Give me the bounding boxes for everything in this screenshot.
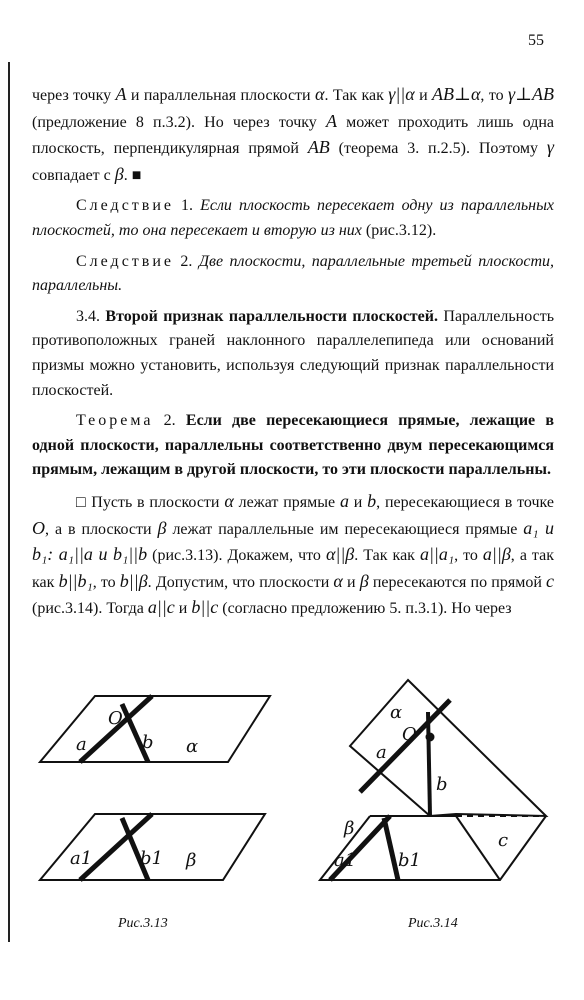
section-3-4: 3.4. Второй признак параллельности плоскостей. Параллельность противоположных граней наклонного параллелепипеда или оснований призмы можно установить, используя следующий признак параллельности плоскостей. (32, 307, 555, 399)
label-c: c (498, 830, 509, 851)
point-O (426, 733, 434, 741)
label-O: O (402, 724, 417, 745)
label-beta: β (344, 818, 355, 839)
label-O: O (108, 708, 123, 729)
label-b1: b1 (398, 850, 421, 871)
label-a: a (376, 742, 387, 763)
corollary-1: Следствие 1. Если плоскость пересекает одну из параллельных плоскостей, то она пересекает и вторую из них (рис.3.12). (32, 197, 555, 239)
label-b: b (436, 774, 448, 795)
page-number: 55 (528, 32, 544, 49)
paragraph-continuation: через точку A и параллельная плоскости α. Так как γ||α и AB⊥α, то γ⊥AB (предложение 8 п.3.2). Но через точку A может проходить лишь одна плоскость, перпендикулярная прямой AB (теорема 3. п.2.5). Поэтому γ совпадает с β. ■ (32, 84, 554, 184)
label-a1: a1 (70, 848, 93, 869)
line-c (456, 816, 500, 880)
label-a: a (76, 734, 87, 755)
theorem-2: Теорема 2. Если две пересекающиеся прямые, лежащие в одной плоскости, параллельны соответственно двум пересекающимся прямым, лежащим в другой плоскости, то эти плоскости параллельны. (32, 412, 555, 479)
line-b (428, 712, 430, 816)
label-b: b (142, 732, 154, 753)
line-b1 (384, 818, 398, 880)
label-beta: β (186, 850, 197, 871)
label-alpha: α (390, 702, 403, 723)
label-alpha: α (186, 736, 199, 757)
plane-alpha (40, 696, 270, 762)
corollary-2: Следствие 2. Две плоскости, параллельные третьей плоскости, параллельны. (32, 252, 555, 295)
label-b1: b1 (140, 848, 163, 869)
plane-beta (40, 814, 265, 880)
caption-fig-3-13: Рис.3.13 (118, 916, 168, 931)
label-a1: a1 (334, 850, 357, 871)
proof: □ Пусть в плоскости α лежат прямые a и b, пересекающиеся в точке O, а в плоскости β лежат параллельные им пересекающиеся прямые a₁ и b₁: a₁||a и b₁||b (рис.3.13). Докажем, что α||β. Так как a||a₁, то a||β, а так как b||b₁, то b||β. Допустим, что плоскости α и β пересекаются по прямой c (рис.3.14). Тогда a||c и b||c (согласно предложению 5. п.3.1). Но через (32, 490, 555, 618)
caption-fig-3-14: Рис.3.14 (408, 916, 458, 931)
